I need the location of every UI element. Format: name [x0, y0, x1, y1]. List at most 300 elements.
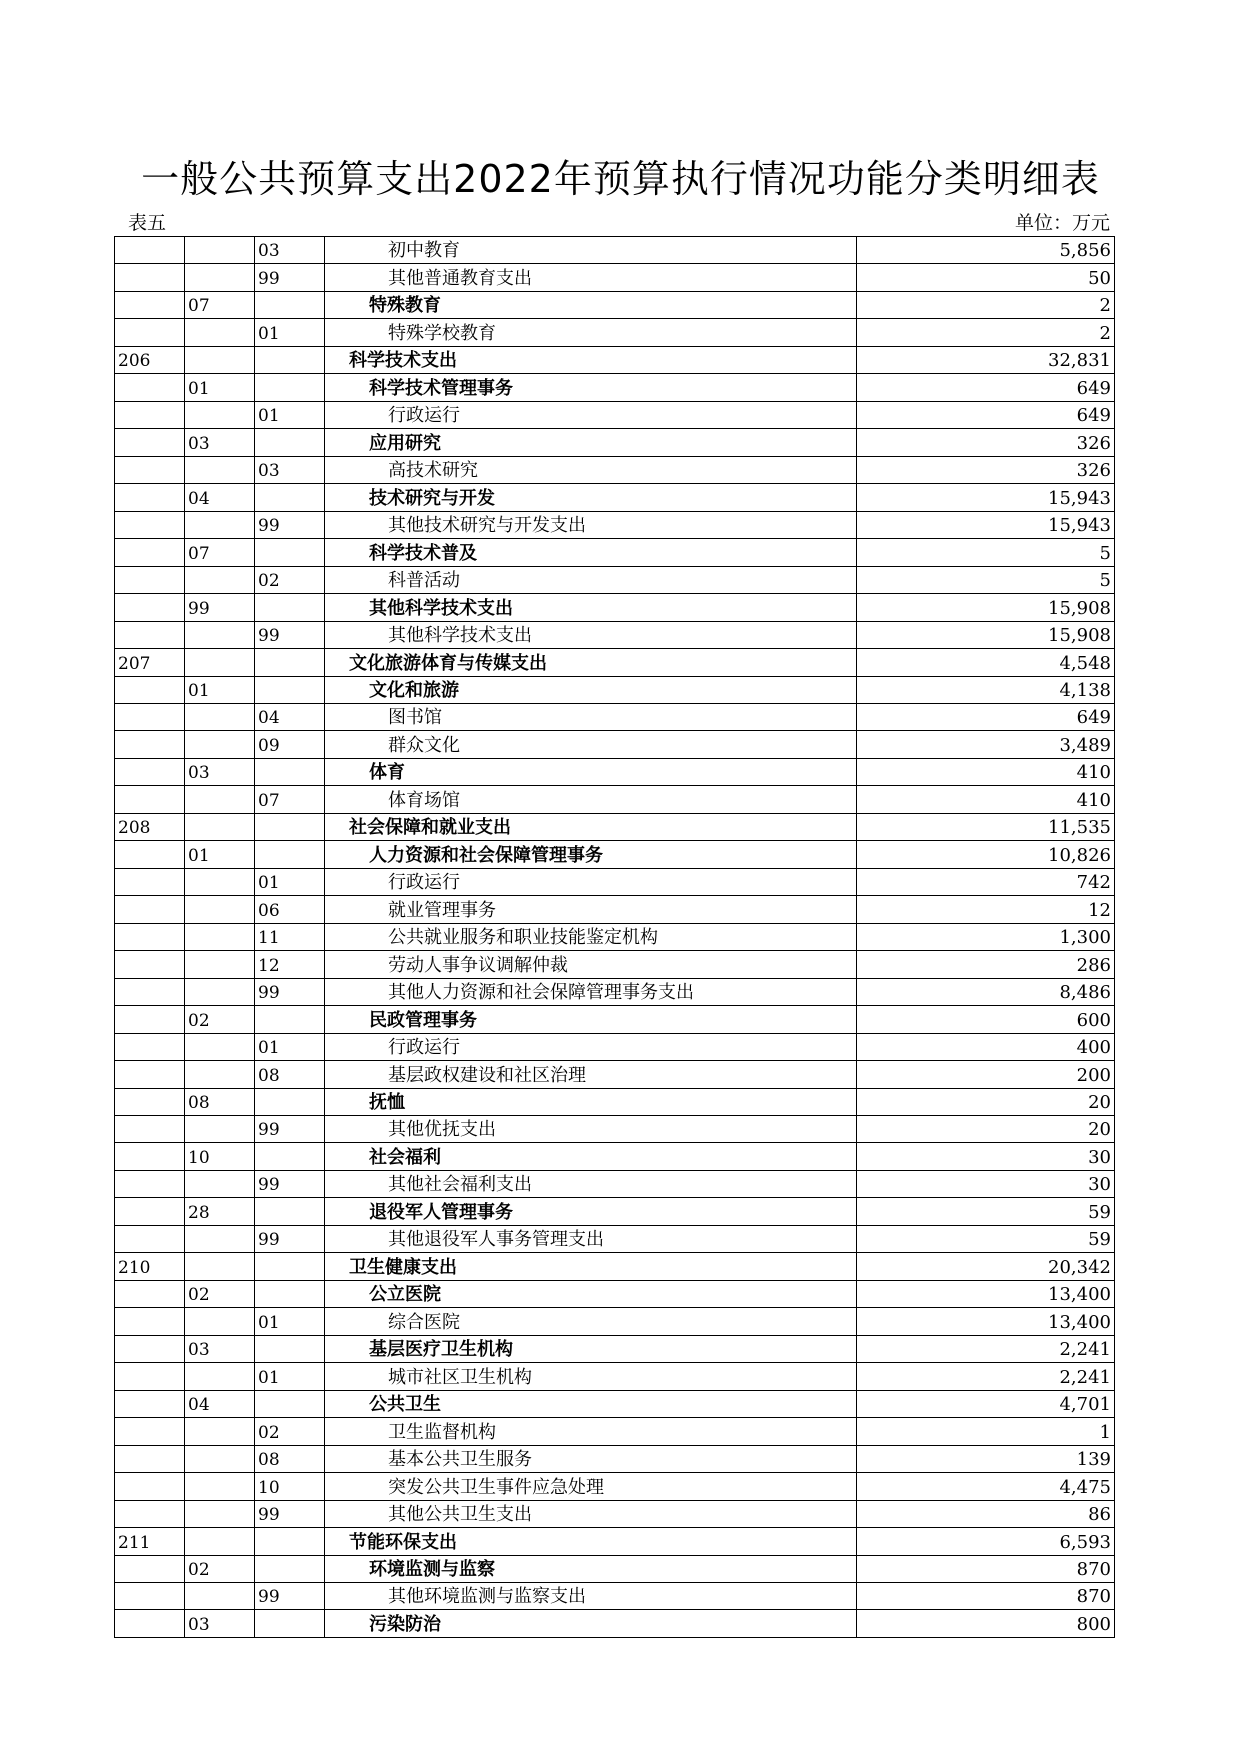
amount-cell: 12 — [857, 896, 1115, 923]
amount-cell: 2,241 — [857, 1363, 1115, 1390]
item-code-cell — [185, 1033, 255, 1060]
item-code-cell — [185, 923, 255, 950]
amount-cell: 649 — [857, 374, 1115, 401]
subitem-code-cell: 09 — [255, 731, 325, 758]
account-name-cell: 污染防治 — [325, 1610, 857, 1637]
budget-table-body — [115, 237, 1115, 1638]
amount-cell: 286 — [857, 951, 1115, 978]
item-code-cell: 03 — [185, 429, 255, 456]
item-code-cell — [185, 1473, 255, 1500]
item-code-cell — [185, 1582, 255, 1609]
amount-cell: 20 — [857, 1116, 1115, 1143]
table-row — [115, 1061, 1115, 1088]
item-code-cell — [185, 264, 255, 291]
item-code-cell: 08 — [185, 1088, 255, 1115]
category-code-cell — [115, 594, 185, 621]
account-name-cell: 其他公共卫生支出 — [325, 1500, 857, 1527]
table-row — [115, 1308, 1115, 1335]
table-row — [115, 264, 1115, 291]
category-code-cell — [115, 1170, 185, 1197]
table-row — [115, 1473, 1115, 1500]
item-code-cell — [185, 511, 255, 538]
amount-cell: 870 — [857, 1555, 1115, 1582]
subitem-code-cell: 99 — [255, 511, 325, 538]
table-row — [115, 594, 1115, 621]
account-name-cell: 体育 — [325, 758, 857, 785]
amount-cell: 870 — [857, 1582, 1115, 1609]
account-name-cell: 图书馆 — [325, 703, 857, 730]
subitem-code-cell: 99 — [255, 1582, 325, 1609]
table-row — [115, 676, 1115, 703]
subitem-code-cell — [255, 1006, 325, 1033]
table-row — [115, 1500, 1115, 1527]
table-row — [115, 1280, 1115, 1307]
item-code-cell — [185, 1418, 255, 1445]
item-code-cell: 07 — [185, 291, 255, 318]
subitem-code-cell: 07 — [255, 786, 325, 813]
item-code-cell: 03 — [185, 1610, 255, 1637]
category-code-cell — [115, 264, 185, 291]
item-code-cell — [185, 951, 255, 978]
category-code-cell — [115, 758, 185, 785]
account-name-cell: 特殊学校教育 — [325, 319, 857, 346]
table-row — [115, 374, 1115, 401]
table-row — [115, 511, 1115, 538]
item-code-cell: 03 — [185, 758, 255, 785]
category-code-cell — [115, 786, 185, 813]
subitem-code-cell — [255, 291, 325, 318]
table-row — [115, 1253, 1115, 1280]
account-name-cell: 社会福利 — [325, 1143, 857, 1170]
amount-cell: 600 — [857, 1006, 1115, 1033]
category-code-cell: 208 — [115, 813, 185, 840]
amount-cell: 200 — [857, 1061, 1115, 1088]
amount-cell: 4,701 — [857, 1390, 1115, 1417]
table-row — [115, 1582, 1115, 1609]
amount-cell: 50 — [857, 264, 1115, 291]
item-code-cell — [185, 1363, 255, 1390]
subitem-code-cell: 01 — [255, 1033, 325, 1060]
subitem-code-cell — [255, 374, 325, 401]
category-code-cell — [115, 703, 185, 730]
category-code-cell — [115, 484, 185, 511]
category-code-cell — [115, 401, 185, 428]
item-code-cell — [185, 1308, 255, 1335]
subitem-code-cell — [255, 484, 325, 511]
item-code-cell — [185, 566, 255, 593]
account-name-cell: 卫生健康支出 — [325, 1253, 857, 1280]
subitem-code-cell: 01 — [255, 1363, 325, 1390]
item-code-cell: 10 — [185, 1143, 255, 1170]
subitem-code-cell: 11 — [255, 923, 325, 950]
table-row — [115, 896, 1115, 923]
category-code-cell — [115, 1418, 185, 1445]
category-code-cell — [115, 539, 185, 566]
account-name-cell: 初中教育 — [325, 237, 857, 264]
page-title: 一般公共预算支出2022年预算执行情况功能分类明细表 — [141, 157, 1100, 201]
item-code-cell — [185, 978, 255, 1005]
table-row — [115, 1006, 1115, 1033]
amount-cell: 30 — [857, 1170, 1115, 1197]
table-row — [115, 703, 1115, 730]
table-row — [115, 1033, 1115, 1060]
amount-cell: 742 — [857, 868, 1115, 895]
category-code-cell: 207 — [115, 649, 185, 676]
subitem-code-cell: 08 — [255, 1445, 325, 1472]
amount-cell: 139 — [857, 1445, 1115, 1472]
amount-cell: 6,593 — [857, 1528, 1115, 1555]
item-code-cell — [185, 346, 255, 373]
subitem-code-cell: 01 — [255, 868, 325, 895]
amount-cell: 800 — [857, 1610, 1115, 1637]
subitem-code-cell: 99 — [255, 1170, 325, 1197]
table-row — [115, 951, 1115, 978]
account-name-cell: 高技术研究 — [325, 456, 857, 483]
amount-cell: 4,138 — [857, 676, 1115, 703]
item-code-cell — [185, 703, 255, 730]
item-code-cell: 01 — [185, 841, 255, 868]
subitem-code-cell: 12 — [255, 951, 325, 978]
account-name-cell: 综合医院 — [325, 1308, 857, 1335]
subitem-code-cell: 04 — [255, 703, 325, 730]
category-code-cell — [115, 621, 185, 648]
category-code-cell — [115, 1555, 185, 1582]
amount-cell: 59 — [857, 1225, 1115, 1252]
subitem-code-cell — [255, 813, 325, 840]
category-code-cell — [115, 1390, 185, 1417]
account-name-cell: 群众文化 — [325, 731, 857, 758]
category-code-cell — [115, 1500, 185, 1527]
amount-cell: 11,535 — [857, 813, 1115, 840]
table-row — [115, 868, 1115, 895]
amount-cell: 13,400 — [857, 1308, 1115, 1335]
category-code-cell — [115, 511, 185, 538]
amount-cell: 3,489 — [857, 731, 1115, 758]
account-name-cell: 其他普通教育支出 — [325, 264, 857, 291]
table-row — [115, 1170, 1115, 1197]
item-code-cell — [185, 1170, 255, 1197]
table-row — [115, 1116, 1115, 1143]
item-code-cell — [185, 868, 255, 895]
category-code-cell — [115, 1143, 185, 1170]
category-code-cell — [115, 1280, 185, 1307]
item-code-cell — [185, 456, 255, 483]
subitem-code-cell — [255, 1143, 325, 1170]
amount-cell: 410 — [857, 786, 1115, 813]
amount-cell: 5 — [857, 566, 1115, 593]
account-name-cell: 公立医院 — [325, 1280, 857, 1307]
subitem-code-cell: 99 — [255, 1116, 325, 1143]
account-name-cell: 技术研究与开发 — [325, 484, 857, 511]
account-name-cell: 体育场馆 — [325, 786, 857, 813]
item-code-cell — [185, 896, 255, 923]
item-code-cell — [185, 1061, 255, 1088]
item-code-cell — [185, 401, 255, 428]
category-code-cell — [115, 291, 185, 318]
amount-cell: 13,400 — [857, 1280, 1115, 1307]
subitem-code-cell: 99 — [255, 1500, 325, 1527]
account-name-cell: 科学技术普及 — [325, 539, 857, 566]
budget-table — [114, 236, 1115, 1638]
category-code-cell — [115, 1225, 185, 1252]
subitem-code-cell: 01 — [255, 401, 325, 428]
subitem-code-cell — [255, 758, 325, 785]
account-name-cell: 行政运行 — [325, 401, 857, 428]
account-name-cell: 科普活动 — [325, 566, 857, 593]
table-row — [115, 429, 1115, 456]
amount-cell: 20,342 — [857, 1253, 1115, 1280]
item-code-cell — [185, 1500, 255, 1527]
table-row — [115, 401, 1115, 428]
category-code-cell — [115, 1006, 185, 1033]
category-code-cell — [115, 456, 185, 483]
amount-cell: 2,241 — [857, 1335, 1115, 1362]
subitem-code-cell — [255, 1555, 325, 1582]
category-code-cell — [115, 429, 185, 456]
table-row — [115, 1555, 1115, 1582]
item-code-cell: 04 — [185, 1390, 255, 1417]
account-name-cell: 卫生监督机构 — [325, 1418, 857, 1445]
account-name-cell: 其他社会福利支出 — [325, 1170, 857, 1197]
category-code-cell — [115, 676, 185, 703]
account-name-cell: 民政管理事务 — [325, 1006, 857, 1033]
subitem-code-cell: 02 — [255, 1418, 325, 1445]
subitem-code-cell — [255, 1253, 325, 1280]
category-code-cell — [115, 951, 185, 978]
category-code-cell — [115, 1363, 185, 1390]
amount-cell: 15,908 — [857, 621, 1115, 648]
account-name-cell: 突发公共卫生事件应急处理 — [325, 1473, 857, 1500]
amount-cell: 2 — [857, 319, 1115, 346]
table-row — [115, 291, 1115, 318]
account-name-cell: 基层医疗卫生机构 — [325, 1335, 857, 1362]
account-name-cell: 应用研究 — [325, 429, 857, 456]
amount-cell: 32,831 — [857, 346, 1115, 373]
subitem-code-cell — [255, 539, 325, 566]
account-name-cell: 其他技术研究与开发支出 — [325, 511, 857, 538]
subitem-code-cell: 99 — [255, 1225, 325, 1252]
category-code-cell — [115, 1308, 185, 1335]
table-row — [115, 1390, 1115, 1417]
item-code-cell — [185, 731, 255, 758]
account-name-cell: 退役军人管理事务 — [325, 1198, 857, 1225]
account-name-cell: 其他环境监测与监察支出 — [325, 1582, 857, 1609]
unit-label: 单位：万元 — [1014, 212, 1110, 234]
item-code-cell: 04 — [185, 484, 255, 511]
account-name-cell: 科学技术支出 — [325, 346, 857, 373]
category-code-cell — [115, 1061, 185, 1088]
item-code-cell: 01 — [185, 374, 255, 401]
amount-cell: 326 — [857, 429, 1115, 456]
amount-cell: 4,475 — [857, 1473, 1115, 1500]
table-row — [115, 1143, 1115, 1170]
amount-cell: 30 — [857, 1143, 1115, 1170]
category-code-cell — [115, 1473, 185, 1500]
category-code-cell: 211 — [115, 1528, 185, 1555]
account-name-cell: 社会保障和就业支出 — [325, 813, 857, 840]
item-code-cell — [185, 1528, 255, 1555]
subitem-code-cell: 06 — [255, 896, 325, 923]
amount-cell: 400 — [857, 1033, 1115, 1060]
item-code-cell — [185, 319, 255, 346]
category-code-cell — [115, 1582, 185, 1609]
item-code-cell — [185, 1116, 255, 1143]
subitem-code-cell — [255, 1610, 325, 1637]
amount-cell: 2 — [857, 291, 1115, 318]
category-code-cell — [115, 1198, 185, 1225]
account-name-cell: 劳动人事争议调解仲裁 — [325, 951, 857, 978]
table-row — [115, 1335, 1115, 1362]
table-row — [115, 731, 1115, 758]
amount-cell: 1,300 — [857, 923, 1115, 950]
category-code-cell: 210 — [115, 1253, 185, 1280]
subitem-code-cell: 01 — [255, 319, 325, 346]
subitem-code-cell — [255, 594, 325, 621]
subitem-code-cell: 02 — [255, 566, 325, 593]
item-code-cell — [185, 621, 255, 648]
category-code-cell — [115, 731, 185, 758]
category-code-cell — [115, 1445, 185, 1472]
category-code-cell — [115, 237, 185, 264]
item-code-cell: 99 — [185, 594, 255, 621]
account-name-cell: 基层政权建设和社区治理 — [325, 1061, 857, 1088]
category-code-cell — [115, 1088, 185, 1115]
item-code-cell: 02 — [185, 1006, 255, 1033]
table-row — [115, 1528, 1115, 1555]
category-code-cell — [115, 566, 185, 593]
category-code-cell — [115, 896, 185, 923]
category-code-cell: 206 — [115, 346, 185, 373]
amount-cell: 649 — [857, 401, 1115, 428]
subitem-code-cell — [255, 649, 325, 676]
amount-cell: 15,943 — [857, 484, 1115, 511]
account-name-cell: 行政运行 — [325, 868, 857, 895]
account-name-cell: 其他优抚支出 — [325, 1116, 857, 1143]
subitem-code-cell: 99 — [255, 621, 325, 648]
table-number-label: 表五 — [128, 212, 167, 234]
category-code-cell — [115, 1116, 185, 1143]
account-name-cell: 抚恤 — [325, 1088, 857, 1115]
item-code-cell — [185, 1225, 255, 1252]
table-row — [115, 1198, 1115, 1225]
account-name-cell: 环境监测与监察 — [325, 1555, 857, 1582]
account-name-cell: 其他人力资源和社会保障管理事务支出 — [325, 978, 857, 1005]
table-row — [115, 758, 1115, 785]
table-row — [115, 1418, 1115, 1445]
subitem-code-cell: 99 — [255, 264, 325, 291]
table-row — [115, 456, 1115, 483]
subitem-code-cell — [255, 1198, 325, 1225]
amount-cell: 10,826 — [857, 841, 1115, 868]
subitem-code-cell: 03 — [255, 237, 325, 264]
subitem-code-cell — [255, 429, 325, 456]
item-code-cell — [185, 649, 255, 676]
table-row — [115, 1363, 1115, 1390]
item-code-cell — [185, 813, 255, 840]
category-code-cell — [115, 1610, 185, 1637]
category-code-cell — [115, 374, 185, 401]
account-name-cell: 人力资源和社会保障管理事务 — [325, 841, 857, 868]
account-name-cell: 行政运行 — [325, 1033, 857, 1060]
amount-cell: 59 — [857, 1198, 1115, 1225]
table-row — [115, 813, 1115, 840]
subitem-code-cell — [255, 1088, 325, 1115]
amount-cell: 5,856 — [857, 237, 1115, 264]
table-row — [115, 649, 1115, 676]
table-row — [115, 841, 1115, 868]
category-code-cell — [115, 319, 185, 346]
amount-cell: 326 — [857, 456, 1115, 483]
account-name-cell: 基本公共卫生服务 — [325, 1445, 857, 1472]
category-code-cell — [115, 868, 185, 895]
subitem-code-cell: 08 — [255, 1061, 325, 1088]
subitem-code-cell — [255, 1390, 325, 1417]
table-row — [115, 978, 1115, 1005]
table-row — [115, 566, 1115, 593]
amount-cell: 20 — [857, 1088, 1115, 1115]
account-name-cell: 其他科学技术支出 — [325, 621, 857, 648]
amount-cell: 15,908 — [857, 594, 1115, 621]
amount-cell: 15,943 — [857, 511, 1115, 538]
table-row — [115, 319, 1115, 346]
account-name-cell: 其他科学技术支出 — [325, 594, 857, 621]
amount-cell: 8,486 — [857, 978, 1115, 1005]
table-row — [115, 1225, 1115, 1252]
category-code-cell — [115, 841, 185, 868]
table-row — [115, 786, 1115, 813]
subitem-code-cell: 10 — [255, 1473, 325, 1500]
amount-cell: 86 — [857, 1500, 1115, 1527]
category-code-cell — [115, 1335, 185, 1362]
subitem-code-cell — [255, 841, 325, 868]
table-row — [115, 539, 1115, 566]
table-row — [115, 1088, 1115, 1115]
account-name-cell: 就业管理事务 — [325, 896, 857, 923]
account-name-cell: 文化和旅游 — [325, 676, 857, 703]
item-code-cell: 03 — [185, 1335, 255, 1362]
subitem-code-cell — [255, 676, 325, 703]
table-row — [115, 484, 1115, 511]
account-name-cell: 公共就业服务和职业技能鉴定机构 — [325, 923, 857, 950]
account-name-cell: 科学技术管理事务 — [325, 374, 857, 401]
item-code-cell: 07 — [185, 539, 255, 566]
amount-cell: 4,548 — [857, 649, 1115, 676]
table-row — [115, 1610, 1115, 1637]
account-name-cell: 节能环保支出 — [325, 1528, 857, 1555]
amount-cell: 410 — [857, 758, 1115, 785]
subitem-code-cell — [255, 346, 325, 373]
item-code-cell — [185, 237, 255, 264]
item-code-cell — [185, 786, 255, 813]
table-row — [115, 346, 1115, 373]
subitem-code-cell — [255, 1528, 325, 1555]
table-row — [115, 1445, 1115, 1472]
table-row — [115, 923, 1115, 950]
item-code-cell: 28 — [185, 1198, 255, 1225]
category-code-cell — [115, 1033, 185, 1060]
item-code-cell: 02 — [185, 1280, 255, 1307]
category-code-cell — [115, 978, 185, 1005]
table-row — [115, 237, 1115, 264]
subitem-code-cell: 99 — [255, 978, 325, 1005]
subitem-code-cell — [255, 1335, 325, 1362]
item-code-cell: 02 — [185, 1555, 255, 1582]
amount-cell: 1 — [857, 1418, 1115, 1445]
amount-cell: 649 — [857, 703, 1115, 730]
subitem-code-cell — [255, 1280, 325, 1307]
subitem-code-cell: 01 — [255, 1308, 325, 1335]
table-row — [115, 621, 1115, 648]
